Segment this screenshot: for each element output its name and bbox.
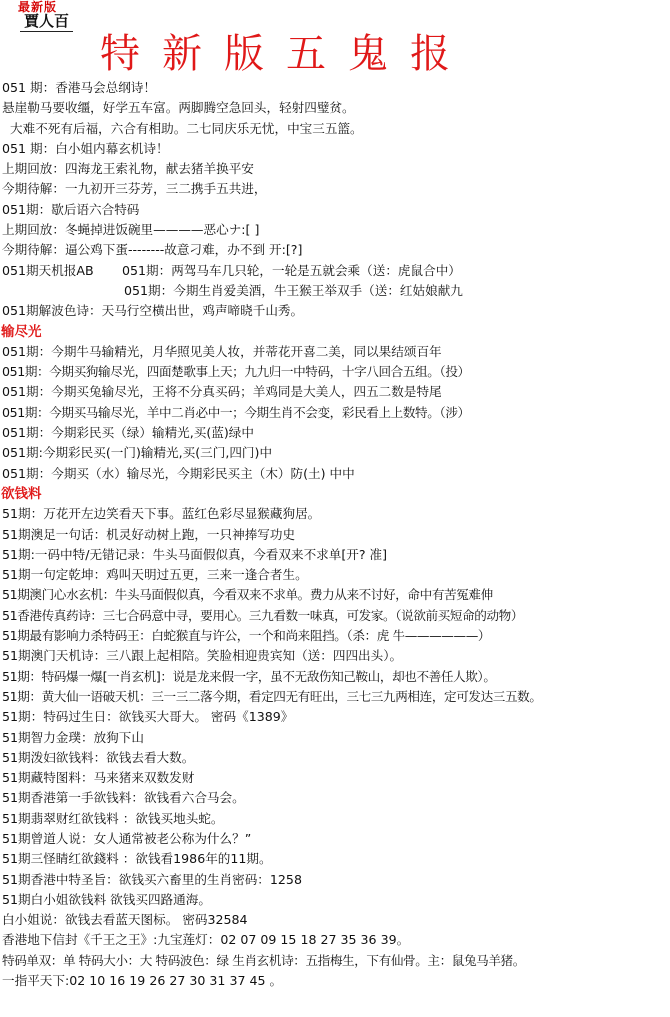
- text-line: 51期：万花开左边笑看天下事。蓝红色彩尽显猴藏狗居。: [2, 506, 321, 522]
- text-line: 51期藏特图料：马来猪来双数发财: [2, 770, 195, 786]
- text-line: 悬崖勒马要收缰，好学五车富。两脚腾空急回头，轻射四璧贫。: [2, 100, 355, 116]
- content-body: [0, 78, 670, 991]
- text-line: 051期：歇后语六合特码: [2, 201, 140, 217]
- text-line: 白小姐说：欲钱去看蓝天图标。 密码32584: [2, 912, 248, 928]
- text-line: 51期：特码过生日：欲钱买大哥大。 密码《1389》: [2, 709, 294, 725]
- text-line: 51期香港中特圣旨：欲钱买六畜里的生肖密码：1258: [2, 871, 302, 887]
- tianji-label: 051期天机报AB: [2, 262, 94, 278]
- page-title: 特新版五鬼报: [100, 31, 472, 77]
- text-line: 051 期：香港马会总纲诗！: [2, 80, 156, 95]
- text-line: 今期待解：一九初开三芬芳，三二携手五共进，: [2, 181, 267, 197]
- text-line: 51期澳足一句话：机灵好动树上跑，一只神捧写功史: [2, 526, 296, 542]
- text-line: 51期翡翠财红欲钱料 ：欲钱买地头蛇。: [2, 810, 224, 826]
- text-line: 51期:一码中特/无错记录：牛头马面假似真，今看双来不求单[开? 准]: [2, 546, 388, 562]
- text-line: 51期三怪睛红欲錢料 ：欲钱看1986年的11期。: [2, 851, 272, 867]
- text-line: 51香港传真药诗：三七合码意中寻，要用心。三九看数一味真，可发家。（说欲前买短命的动物）: [2, 607, 524, 623]
- text-line: 051期：今期买兔输尽光，王将不分真买码；羊鸡同是大美人，四五二数是特尾: [2, 384, 442, 400]
- text-line: 051期解波色诗：天马行空横出世，鸡声啼晓千山秀。: [2, 303, 304, 319]
- edition-label: 最新版: [18, 0, 58, 14]
- text-line: [0, 261, 670, 281]
- text-line: 上期回放：四海龙王索礼物，献去猪羊换平安: [2, 161, 254, 177]
- header: [0, 0, 670, 77]
- text-line: 51期泼妇欲钱料：欲钱去看大数。: [2, 749, 195, 765]
- brand-logo-text: 賈人百: [20, 10, 73, 32]
- text-line: 051期：今期买（水）输尽光，今期彩民买主（木）防(土) 中中: [2, 465, 355, 481]
- text-line: 051期：今期彩民买（绿）输精光,买(蓝)绿中: [2, 425, 254, 441]
- text-line: 51期最有影响力杀特码王：白蛇猴直与许公，一个和尚来阻挡。（杀：虎 牛——————）: [2, 628, 491, 644]
- text-line: 51期澳门天机诗：三八跟上起相陪。笑脸相迎贵宾知（送：四四出头）。: [2, 648, 403, 664]
- text-line: 051期：今期牛马输精光，月华照见美人妆，并蒂花开喜二美，同以果结颂百年: [2, 343, 442, 359]
- text-line: 上期回放：冬蝇掉进饭碗里————恶心ナ:[ ]: [2, 222, 260, 238]
- section-heading: 欲钱料: [1, 485, 42, 502]
- text-line: 今期待解：逼公鸡下蛋--------故意刁难，办不到 开:[?]: [2, 242, 303, 258]
- text-line: 051期:今期彩民买(一门)输精光,买(三门,四门)中: [2, 445, 273, 461]
- tianji-text: 051期：两驾马车几只轮，一轮是五就会乘（送：虎鼠合中）: [122, 262, 461, 278]
- text-line: 051期：今期买狗输尽光，四面楚歌事上天；九九归一中特码，十字八回合五组。（投）: [2, 364, 470, 380]
- text-line: 51期：黄大仙一语破天机：三一三二落今期，看定四无有旺出，三七三九两相连，定可发达三五数。: [2, 688, 542, 704]
- text-line: 051期：今期买马输尽光，羊中二肖必中一；今期生肖不会变，彩民看上上数特。（涉）: [2, 404, 470, 420]
- text-line: 51期白小姐欲钱料 欲钱买四路通海。: [2, 891, 211, 907]
- section-heading: 输尽光: [1, 323, 42, 340]
- text-line: 51期：特码爆一爆[一肖玄机]：说是龙来假一字，虽不无敌伤知己鞍山，却也不善任人欺）。: [2, 668, 496, 684]
- text-line: 051期：今期生肖爱美酒，牛王猴王举双手（送：红姑娘献九: [124, 282, 463, 298]
- text-line: 大难不死有后福，六合有相助。二七同庆乐无忧，中宝三五篮。: [10, 120, 363, 136]
- text-line: 香港地下信封《千王之王》:九宝莲灯：02 07 09 15 18 27 35 36 39。: [2, 932, 410, 948]
- text-line: 051 期：白小姐内幕玄机诗！: [2, 140, 169, 156]
- text-line: 特码单双：单 特码大小：大 特码波色：绿 生肖玄机诗：五指梅生，下有仙骨。主：鼠兔马羊猪。: [2, 952, 525, 968]
- text-line: 51期智力金璞：放狗下山: [2, 729, 144, 745]
- text-line: 一指平天下:02 10 16 19 26 27 30 31 37 45 。: [2, 973, 283, 989]
- text-line: 51期香港第一手欲钱料：欲钱看六合马会。: [2, 790, 245, 806]
- text-line: 51期澳门心水玄机：牛头马面假似真，今看双来不求单。费力从来不讨好，命中有苦冤难伸: [2, 587, 493, 603]
- text-line: 51期曾道人说：女人通常被老公称为什么？”: [2, 830, 252, 846]
- text-line: 51期一句定乾坤：鸡叫天明过五更，三来一逢合者生。: [2, 567, 308, 583]
